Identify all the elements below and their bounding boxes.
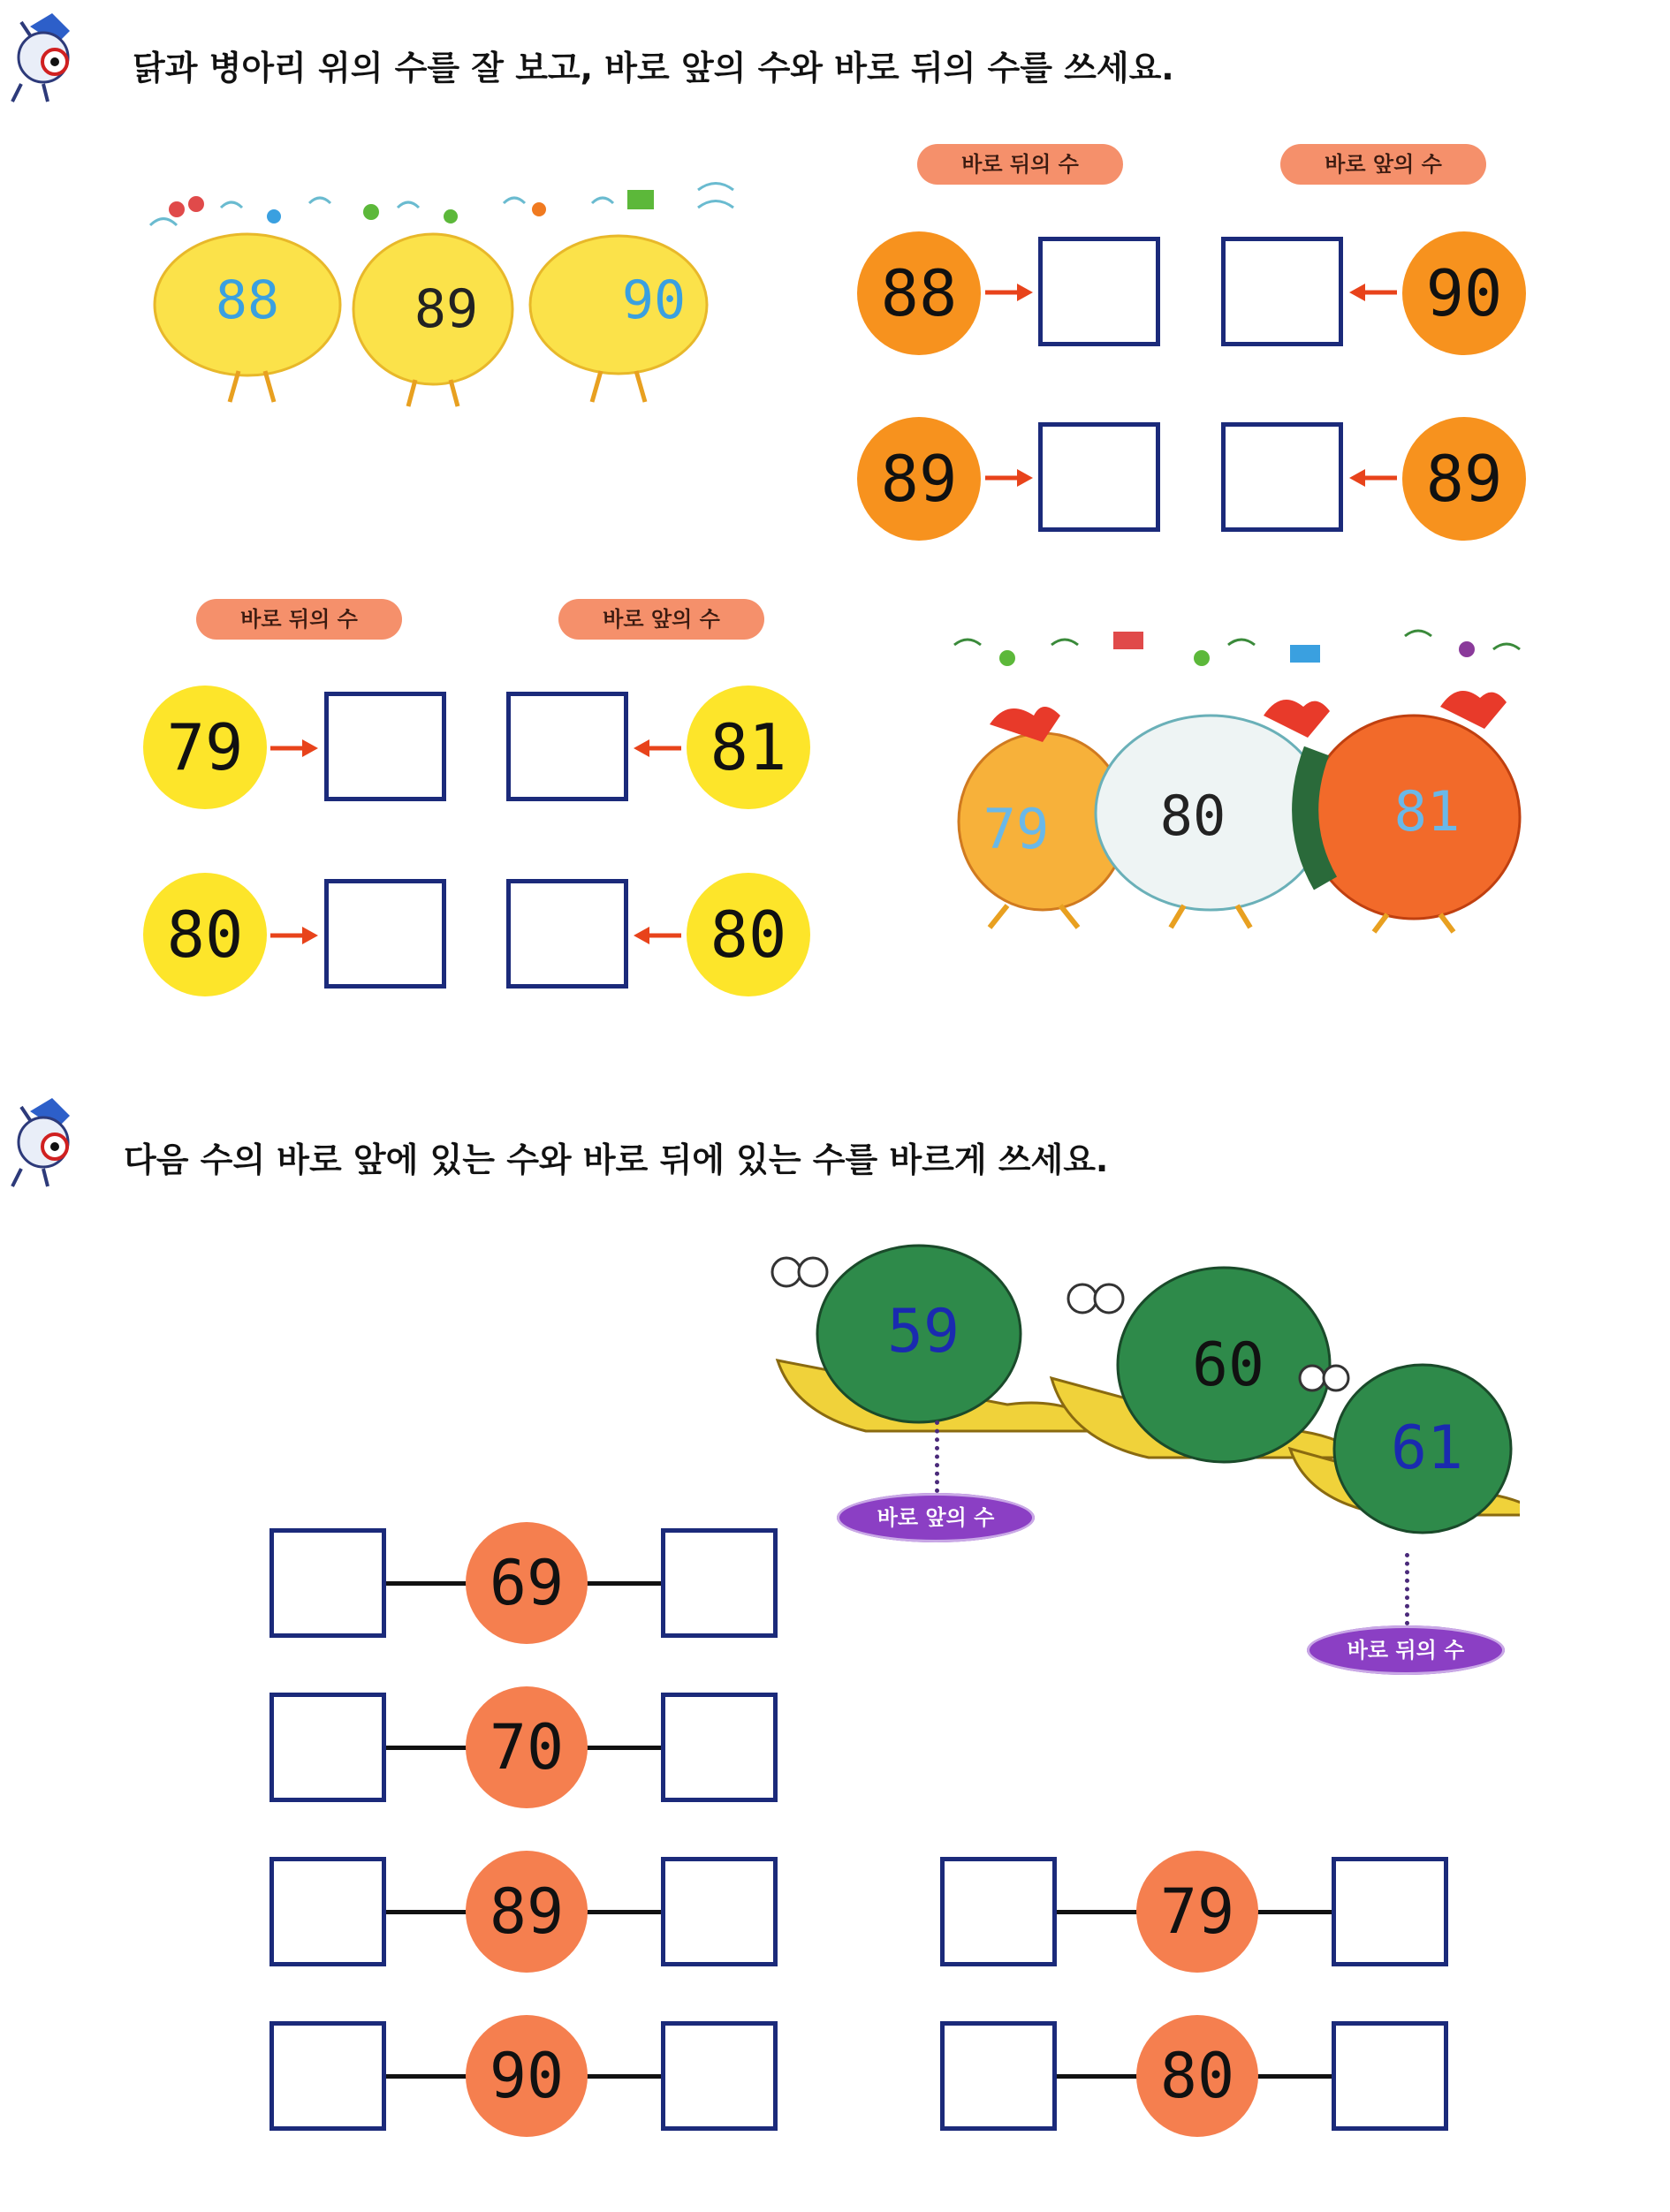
chick-number-2: 89	[414, 278, 479, 340]
answer-box[interactable]	[269, 1857, 386, 1966]
answer-box[interactable]	[269, 2021, 386, 2131]
number-circle: 79	[143, 686, 267, 809]
mascot-icon	[4, 9, 83, 106]
music-notes-icon	[150, 184, 733, 226]
chick-number-3: 90	[621, 269, 687, 331]
answer-box[interactable]	[1221, 237, 1343, 346]
answer-box[interactable]	[506, 692, 628, 801]
label-after-snail: 바로 뒤의 수	[1307, 1625, 1505, 1675]
number-circle: 90	[1402, 231, 1526, 355]
arrow-right-icon	[270, 924, 319, 951]
arrow-right-icon	[985, 281, 1034, 307]
chicks-illustration	[133, 163, 769, 411]
number-circle: 88	[857, 231, 981, 355]
snails-illustration	[725, 1237, 1520, 1581]
answer-box[interactable]	[269, 1693, 386, 1802]
arrow-left-icon	[633, 924, 681, 951]
answer-box[interactable]	[661, 1528, 778, 1638]
snail-number-3: 61	[1391, 1413, 1463, 1483]
number-circle: 79	[1136, 1851, 1258, 1973]
answer-box[interactable]	[661, 2021, 778, 2131]
music-notes-icon	[954, 631, 1520, 666]
dotted-pointer	[1405, 1553, 1409, 1625]
arrow-left-icon	[1348, 466, 1397, 493]
answer-box[interactable]	[324, 879, 446, 989]
mascot-icon	[4, 1094, 83, 1191]
answer-box[interactable]	[1332, 1857, 1448, 1966]
answer-box[interactable]	[940, 1857, 1057, 1966]
number-circle: 90	[466, 2015, 588, 2137]
arrow-left-icon	[1348, 281, 1397, 307]
number-circle: 69	[466, 1522, 588, 1644]
snail-number-1: 59	[887, 1297, 960, 1367]
snail-number-2: 60	[1192, 1330, 1264, 1400]
arrow-left-icon	[633, 737, 681, 763]
number-circle: 80	[1136, 2015, 1258, 2137]
answer-box[interactable]	[1332, 2021, 1448, 2131]
label-after-left: 바로 뒤의 수	[196, 599, 402, 640]
roosters-illustration	[945, 610, 1564, 936]
number-circle: 89	[857, 417, 981, 541]
rooster-number-3: 81	[1393, 779, 1461, 844]
answer-box[interactable]	[269, 1528, 386, 1638]
number-circle: 81	[687, 686, 810, 809]
answer-box[interactable]	[1038, 237, 1160, 346]
answer-box[interactable]	[940, 2021, 1057, 2131]
number-circle: 80	[143, 873, 267, 996]
section1-instruction: 닭과 병아리 위의 수를 잘 보고, 바로 앞의 수와 바로 뒤의 수를 쓰세요.	[133, 49, 1174, 87]
number-circle: 80	[687, 873, 810, 996]
section2-instruction: 다음 수의 바로 앞에 있는 수와 바로 뒤에 있는 수를 바르게 쓰세요.	[124, 1140, 1109, 1179]
rooster-number-2: 80	[1159, 784, 1226, 848]
number-circle: 70	[466, 1686, 588, 1808]
number-circle: 89	[1402, 417, 1526, 541]
answer-box[interactable]	[1221, 422, 1343, 532]
label-before-right: 바로 앞의 수	[1280, 144, 1486, 185]
label-before-left: 바로 앞의 수	[558, 599, 764, 640]
chick-number-1: 88	[215, 269, 280, 331]
answer-box[interactable]	[661, 1857, 778, 1966]
label-after-right: 바로 뒤의 수	[917, 144, 1123, 185]
dotted-pointer	[935, 1420, 939, 1493]
arrow-right-icon	[270, 737, 319, 763]
label-before-snail: 바로 앞의 수	[837, 1493, 1035, 1542]
answer-box[interactable]	[506, 879, 628, 989]
arrow-right-icon	[985, 466, 1034, 493]
number-circle: 89	[466, 1851, 588, 1973]
answer-box[interactable]	[1038, 422, 1160, 532]
answer-box[interactable]	[324, 692, 446, 801]
answer-box[interactable]	[661, 1693, 778, 1802]
rooster-number-1: 79	[983, 797, 1050, 861]
